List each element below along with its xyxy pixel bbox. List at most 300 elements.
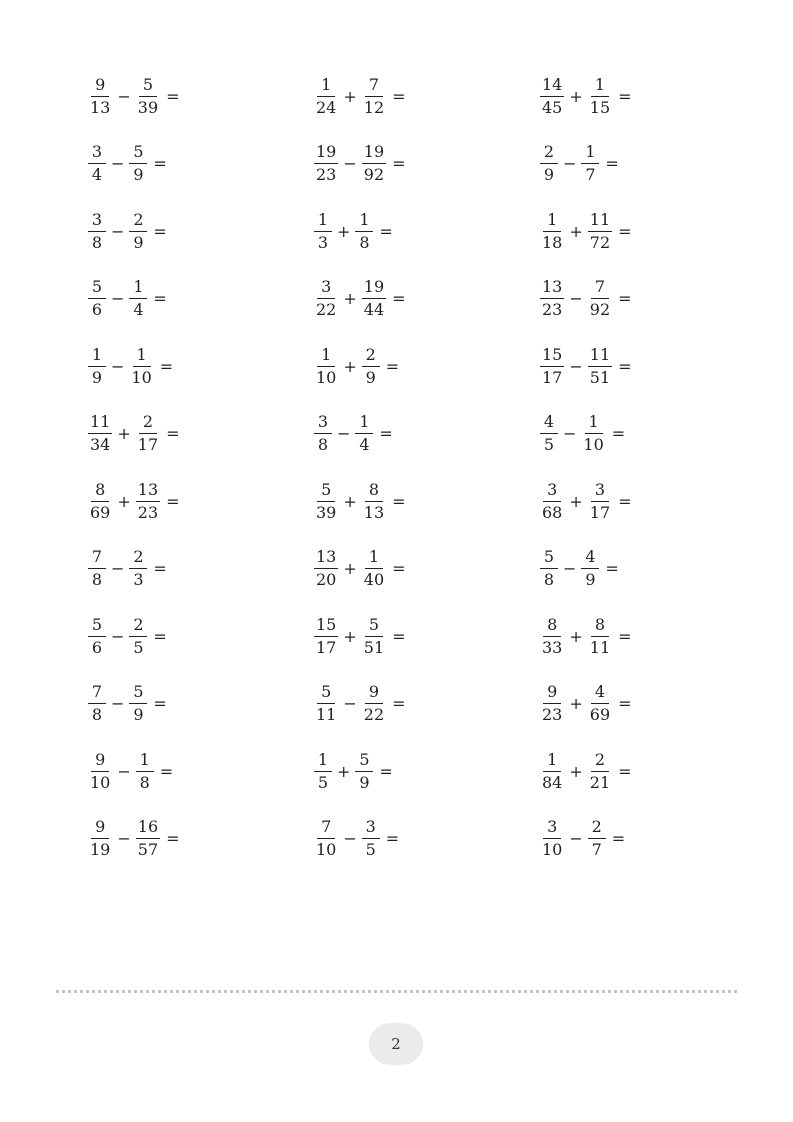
operator-sign: − <box>569 356 583 376</box>
numerator: 11 <box>88 414 112 434</box>
operator-sign: − <box>111 289 125 308</box>
numerator: 2 <box>362 347 380 367</box>
numerator: 5 <box>540 549 558 569</box>
fraction-problem <box>88 410 314 458</box>
denominator: 23 <box>316 165 337 184</box>
problem-grid <box>88 72 766 882</box>
first-fraction <box>540 344 564 387</box>
first-fraction <box>88 344 106 387</box>
second-fraction <box>362 144 386 183</box>
numerator: 8 <box>591 617 609 637</box>
operator-sign: − <box>569 289 583 308</box>
first-fraction <box>314 414 332 453</box>
first-fraction <box>88 749 112 792</box>
fraction-problem <box>88 747 314 795</box>
denominator: 4 <box>133 300 144 319</box>
numerator: 19 <box>314 144 338 164</box>
operator-sign: − <box>343 829 357 848</box>
first-fraction <box>314 144 338 183</box>
numerator: 1 <box>136 752 154 772</box>
equals-sign: = <box>611 424 626 443</box>
numerator: 4 <box>581 549 599 569</box>
second-fraction <box>355 749 373 792</box>
equals-sign: = <box>618 289 632 308</box>
operator-sign: + <box>117 424 131 443</box>
denominator: 9 <box>365 367 376 387</box>
numerator: 13 <box>136 482 160 502</box>
first-fraction <box>540 479 564 522</box>
denominator: 45 <box>542 97 563 117</box>
fraction-problem <box>540 680 766 728</box>
numerator: 1 <box>355 414 373 434</box>
operator-sign: + <box>343 559 357 578</box>
denominator: 9 <box>359 772 370 792</box>
first-fraction <box>314 819 338 858</box>
first-fraction <box>540 819 564 858</box>
first-fraction <box>88 819 112 858</box>
numerator: 13 <box>314 549 338 569</box>
fraction-problem <box>540 747 766 795</box>
numerator: 5 <box>88 617 106 637</box>
numerator: 1 <box>591 77 609 97</box>
numerator: 5 <box>317 482 335 502</box>
denominator: 17 <box>137 435 159 454</box>
denominator: 9 <box>133 232 144 252</box>
fraction-problem <box>540 72 766 120</box>
denominator: 11 <box>589 637 611 657</box>
denominator: 20 <box>316 570 337 589</box>
denominator: 19 <box>90 840 111 859</box>
operator-sign: − <box>117 829 131 848</box>
denominator: 10 <box>316 840 337 859</box>
first-fraction <box>88 144 106 183</box>
denominator: 24 <box>316 97 337 117</box>
second-fraction <box>362 549 386 588</box>
denominator: 3 <box>133 570 144 589</box>
second-fraction <box>136 479 160 522</box>
first-fraction <box>88 614 106 657</box>
fraction-problem <box>314 477 540 525</box>
second-fraction <box>362 344 380 387</box>
fraction-problem <box>314 72 540 120</box>
numerator: 3 <box>362 819 380 839</box>
denominator: 9 <box>543 165 555 184</box>
fraction-problem <box>88 612 314 660</box>
numerator: 2 <box>129 549 147 569</box>
numerator: 2 <box>591 752 609 772</box>
second-fraction <box>362 479 386 522</box>
operator-sign: + <box>343 356 357 376</box>
denominator: 11 <box>316 705 337 724</box>
first-fraction <box>314 684 338 723</box>
denominator: 22 <box>316 300 337 319</box>
first-fraction <box>314 344 338 387</box>
second-fraction <box>136 74 160 117</box>
numerator: 16 <box>136 819 160 839</box>
numerator: 2 <box>129 212 147 232</box>
fraction-problem <box>540 207 766 255</box>
operator-sign: − <box>569 829 583 848</box>
operator-sign: + <box>117 491 131 511</box>
denominator: 33 <box>542 637 563 657</box>
denominator: 17 <box>316 637 337 657</box>
second-fraction <box>129 684 147 723</box>
fraction-problem <box>540 815 766 863</box>
numerator: 5 <box>139 77 157 97</box>
numerator: 4 <box>540 414 558 434</box>
operator-sign: + <box>569 761 583 781</box>
denominator: 7 <box>585 165 596 184</box>
denominator: 69 <box>90 502 111 522</box>
denominator: 10 <box>542 840 563 859</box>
equals-sign: = <box>166 491 180 511</box>
fraction-problem <box>314 815 540 863</box>
operator-sign: + <box>343 626 357 646</box>
denominator: 68 <box>542 502 563 522</box>
numerator: 2 <box>540 144 558 164</box>
operator-sign: − <box>337 424 351 443</box>
operator-sign: + <box>337 221 351 241</box>
dotted-divider <box>56 990 737 993</box>
numerator: 3 <box>88 144 106 164</box>
first-fraction <box>88 279 106 318</box>
page-number: 2 <box>391 1035 401 1053</box>
fraction-problem <box>314 747 540 795</box>
fraction-problem <box>314 545 540 593</box>
denominator: 51 <box>589 367 611 387</box>
numerator: 1 <box>543 212 561 232</box>
denominator: 9 <box>585 570 596 589</box>
second-fraction <box>136 819 160 858</box>
numerator: 5 <box>129 684 147 704</box>
operator-sign: − <box>117 761 131 781</box>
numerator: 5 <box>317 684 335 704</box>
fraction-problem <box>540 140 766 188</box>
equals-sign: = <box>392 626 406 646</box>
numerator: 5 <box>365 617 383 637</box>
second-fraction <box>581 144 599 183</box>
denominator: 8 <box>91 705 103 724</box>
equals-sign: = <box>392 86 406 106</box>
numerator: 1 <box>355 212 373 232</box>
numerator: 3 <box>543 819 561 839</box>
second-fraction <box>129 344 153 387</box>
fraction-problem <box>314 275 540 323</box>
operator-sign: + <box>569 694 583 713</box>
equals-sign: = <box>153 221 167 241</box>
fraction-problem <box>540 612 766 660</box>
denominator: 51 <box>363 637 385 657</box>
operator-sign: − <box>343 154 357 173</box>
numerator: 8 <box>365 482 383 502</box>
second-fraction <box>355 414 373 453</box>
equals-sign: = <box>385 829 400 848</box>
equals-sign: = <box>153 559 167 578</box>
fraction-problem <box>314 680 540 728</box>
first-fraction <box>314 549 338 588</box>
fraction-problem <box>88 815 314 863</box>
second-fraction <box>136 414 160 453</box>
equals-sign: = <box>159 356 174 376</box>
denominator: 23 <box>542 705 563 724</box>
fraction-problem <box>88 477 314 525</box>
denominator: 6 <box>91 637 103 657</box>
denominator: 69 <box>589 705 611 724</box>
numerator: 1 <box>581 144 599 164</box>
first-fraction <box>540 684 564 723</box>
denominator: 21 <box>589 772 611 792</box>
first-fraction <box>314 614 338 657</box>
operator-sign: + <box>343 86 357 106</box>
fraction-problem <box>540 545 766 593</box>
first-fraction <box>314 279 338 318</box>
first-fraction <box>88 479 112 522</box>
numerator: 1 <box>129 279 147 299</box>
second-fraction <box>355 209 373 252</box>
denominator: 8 <box>317 435 329 454</box>
numerator: 7 <box>88 684 106 704</box>
denominator: 5 <box>365 840 376 859</box>
numerator: 14 <box>540 77 564 97</box>
first-fraction <box>540 74 564 117</box>
numerator: 1 <box>365 549 383 569</box>
numerator: 3 <box>591 482 609 502</box>
denominator: 8 <box>543 570 555 589</box>
denominator: 6 <box>91 300 103 319</box>
numerator: 2 <box>588 819 606 839</box>
numerator: 9 <box>543 684 561 704</box>
denominator: 18 <box>542 232 563 252</box>
numerator: 3 <box>88 212 106 232</box>
numerator: 5 <box>355 752 373 772</box>
first-fraction <box>540 749 564 792</box>
denominator: 8 <box>359 232 370 252</box>
denominator: 92 <box>363 165 385 184</box>
numerator: 5 <box>129 144 147 164</box>
second-fraction <box>588 614 612 657</box>
fraction-problem <box>314 207 540 255</box>
second-fraction <box>588 684 612 723</box>
denominator: 23 <box>542 300 563 319</box>
operator-sign: − <box>563 424 577 443</box>
numerator: 11 <box>588 347 612 367</box>
numerator: 1 <box>133 347 151 367</box>
equals-sign: = <box>605 154 619 173</box>
fraction-problem <box>88 72 314 120</box>
fraction-problem <box>314 612 540 660</box>
second-fraction <box>588 749 612 792</box>
equals-sign: = <box>618 626 632 646</box>
fraction-problem <box>88 680 314 728</box>
numerator: 15 <box>314 617 338 637</box>
denominator: 10 <box>583 435 604 454</box>
denominator: 4 <box>91 165 103 184</box>
operator-sign: − <box>563 154 577 173</box>
operator-sign: − <box>111 694 125 713</box>
second-fraction <box>129 279 147 318</box>
fraction-problem <box>314 410 540 458</box>
operator-sign: − <box>111 221 125 241</box>
equals-sign: = <box>392 491 406 511</box>
operator-sign: − <box>111 626 125 646</box>
numerator: 4 <box>591 684 609 704</box>
fraction-problem <box>314 140 540 188</box>
denominator: 9 <box>91 367 103 387</box>
numerator: 7 <box>317 819 335 839</box>
denominator: 57 <box>137 840 159 859</box>
denominator: 22 <box>363 705 385 724</box>
numerator: 1 <box>317 347 335 367</box>
numerator: 1 <box>317 77 335 97</box>
first-fraction <box>88 209 106 252</box>
operator-sign: + <box>343 491 357 511</box>
equals-sign: = <box>166 86 180 106</box>
first-fraction <box>540 614 564 657</box>
first-fraction <box>540 209 564 252</box>
first-fraction <box>88 74 112 117</box>
denominator: 39 <box>316 502 337 522</box>
operator-sign: − <box>343 694 357 713</box>
numerator: 3 <box>543 482 561 502</box>
equals-sign: = <box>153 154 167 173</box>
numerator: 3 <box>314 414 332 434</box>
numerator: 7 <box>591 279 609 299</box>
operator-sign: − <box>117 86 131 106</box>
fraction-problem <box>540 477 766 525</box>
fraction-problem <box>88 545 314 593</box>
numerator: 2 <box>139 414 157 434</box>
denominator: 4 <box>359 435 370 454</box>
fraction-problem <box>540 342 766 390</box>
denominator: 13 <box>363 502 385 522</box>
equals-sign: = <box>379 761 393 781</box>
equals-sign: = <box>379 221 393 241</box>
second-fraction <box>362 279 386 318</box>
equals-sign: = <box>618 694 632 713</box>
denominator: 13 <box>90 97 111 117</box>
second-fraction <box>588 479 612 522</box>
denominator: 8 <box>91 570 103 589</box>
denominator: 84 <box>542 772 563 792</box>
denominator: 15 <box>589 97 611 117</box>
fraction-problem <box>88 207 314 255</box>
denominator: 92 <box>589 300 611 319</box>
first-fraction <box>540 549 558 588</box>
equals-sign: = <box>166 829 180 848</box>
second-fraction <box>588 344 612 387</box>
numerator: 19 <box>362 279 386 299</box>
numerator: 8 <box>91 482 109 502</box>
first-fraction <box>314 74 338 117</box>
denominator: 39 <box>137 97 159 117</box>
denominator: 10 <box>316 367 337 387</box>
operator-sign: + <box>343 289 357 308</box>
second-fraction <box>588 209 612 252</box>
first-fraction <box>314 479 338 522</box>
denominator: 17 <box>542 367 563 387</box>
denominator: 8 <box>91 232 103 252</box>
second-fraction <box>362 614 386 657</box>
equals-sign: = <box>611 829 626 848</box>
numerator: 19 <box>362 144 386 164</box>
numerator: 7 <box>365 77 383 97</box>
denominator: 40 <box>363 570 385 589</box>
operator-sign: + <box>569 86 583 106</box>
equals-sign: = <box>153 694 167 713</box>
numerator: 9 <box>91 819 109 839</box>
second-fraction <box>136 749 154 792</box>
fraction-problem <box>540 275 766 323</box>
first-fraction <box>314 749 332 792</box>
equals-sign: = <box>392 289 406 308</box>
first-fraction <box>88 549 106 588</box>
denominator: 3 <box>317 232 329 252</box>
first-fraction <box>88 414 112 453</box>
equals-sign: = <box>153 626 167 646</box>
numerator: 1 <box>88 347 106 367</box>
numerator: 15 <box>540 347 564 367</box>
denominator: 12 <box>363 97 385 117</box>
numerator: 8 <box>543 617 561 637</box>
numerator: 3 <box>317 279 335 299</box>
fraction-problem <box>88 275 314 323</box>
operator-sign: + <box>337 761 351 781</box>
first-fraction <box>540 144 558 183</box>
operator-sign: + <box>569 626 583 646</box>
denominator: 23 <box>137 502 159 522</box>
denominator: 8 <box>139 772 150 792</box>
denominator: 9 <box>133 165 144 184</box>
fraction-problem <box>540 410 766 458</box>
second-fraction <box>588 279 612 318</box>
denominator: 10 <box>90 772 111 792</box>
second-fraction <box>362 819 380 858</box>
second-fraction <box>129 614 147 657</box>
numerator: 1 <box>314 212 332 232</box>
fraction-problem <box>88 140 314 188</box>
equals-sign: = <box>379 424 393 443</box>
equals-sign: = <box>166 424 180 443</box>
numerator: 7 <box>88 549 106 569</box>
numerator: 9 <box>365 684 383 704</box>
equals-sign: = <box>159 761 174 781</box>
numerator: 13 <box>540 279 564 299</box>
numerator: 1 <box>543 752 561 772</box>
fraction-problem <box>88 342 314 390</box>
numerator: 2 <box>129 617 147 637</box>
equals-sign: = <box>618 491 632 511</box>
fraction-problem <box>314 342 540 390</box>
denominator: 44 <box>363 300 385 319</box>
numerator: 1 <box>585 414 603 434</box>
denominator: 5 <box>317 772 329 792</box>
second-fraction <box>129 144 147 183</box>
denominator: 9 <box>133 705 144 724</box>
equals-sign: = <box>618 356 632 376</box>
operator-sign: − <box>563 559 577 578</box>
numerator: 9 <box>91 77 109 97</box>
denominator: 5 <box>543 435 555 454</box>
denominator: 17 <box>589 502 611 522</box>
denominator: 72 <box>589 232 611 252</box>
numerator: 1 <box>314 752 332 772</box>
equals-sign: = <box>618 86 632 106</box>
denominator: 34 <box>90 435 111 454</box>
second-fraction <box>129 549 147 588</box>
first-fraction <box>540 414 558 453</box>
denominator: 10 <box>131 367 152 387</box>
second-fraction <box>581 549 599 588</box>
